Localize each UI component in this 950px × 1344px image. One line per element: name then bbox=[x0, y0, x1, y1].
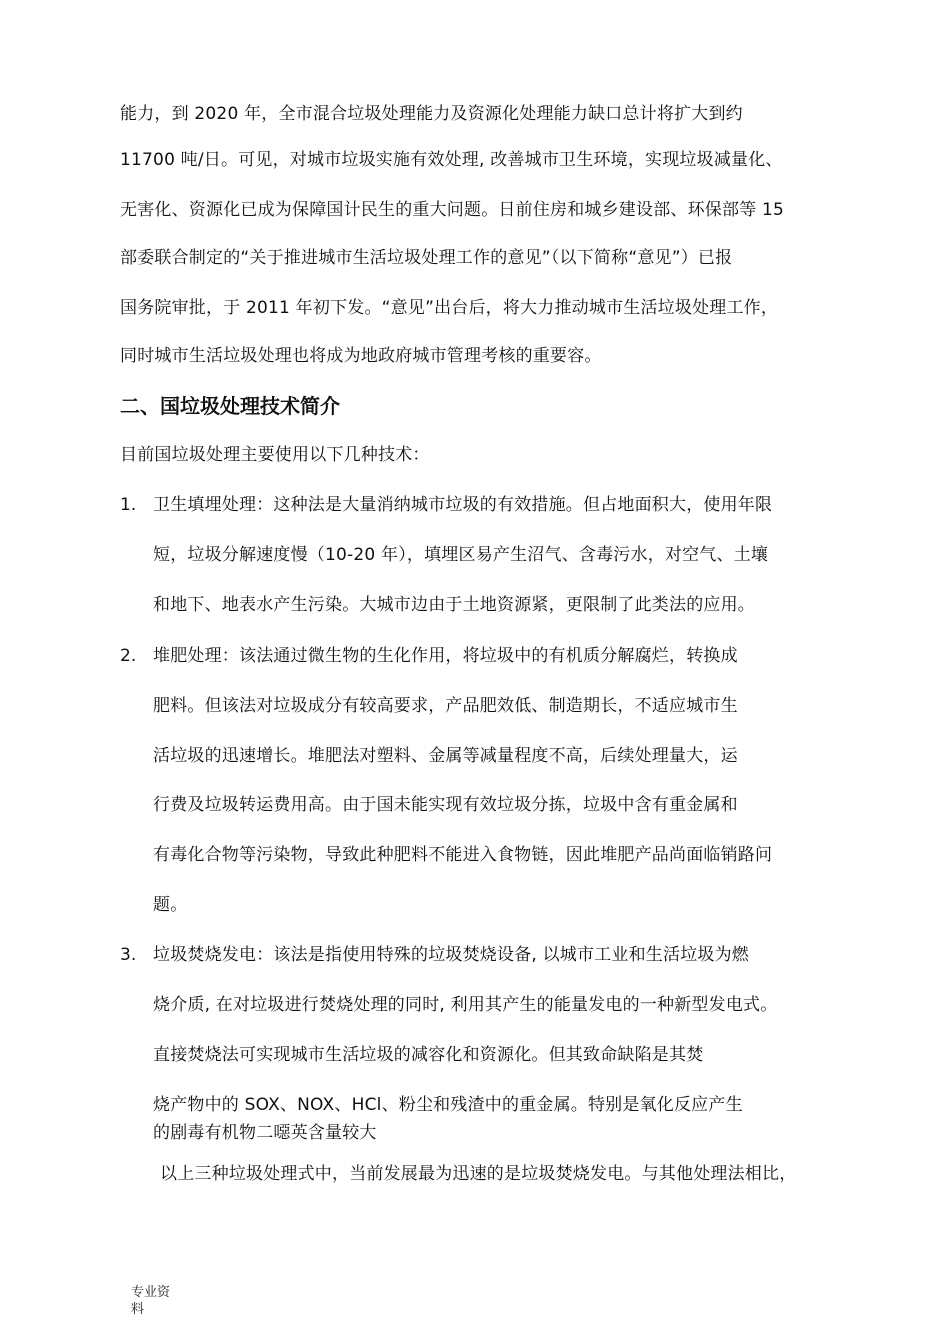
list-item-2-line-5: 有毒化合物等污染物，导致此种肥料不能进入食物链，因此堆肥产品尚面临销路问 bbox=[153, 845, 773, 865]
list-item-2-line-2: 肥料。但该法对垃圾成分有较高要求，产品肥效低、制造期长，不适应城市生 bbox=[153, 696, 738, 716]
footer-label-line-1: 专业资 bbox=[131, 1285, 171, 1300]
intro-line-3: 无害化、资源化已成为保障国计民生的重大问题。日前住房和城乡建设部、环保部等 15 bbox=[120, 200, 785, 220]
intro-line-2: 11700 吨/日。可见，对城市垃圾实施有效处理, 改善城市卫生环境，实现垃圾减量化、 bbox=[120, 150, 783, 170]
list-item-3-line-4: 烧产物中的 SOX、NOX、HCl、粉尘和残渣中的重金属。特别是氧化反应产生 bbox=[153, 1095, 743, 1115]
footer-label-line-2: 料 bbox=[131, 1302, 145, 1317]
list-item-3-line-2: 烧介质, 在对垃圾进行焚烧处理的同时, 利用其产生的能量发电的一种新型发电式。 bbox=[153, 995, 778, 1015]
section-heading: 二、国垃圾处理技术简介 bbox=[120, 394, 340, 418]
list-item-2-line-1: 堆肥处理：该法通过微生物的生化作用，将垃圾中的有机质分解腐烂，转换成 bbox=[153, 646, 738, 666]
list-item-2-line-3: 活垃圾的迅速增长。堆肥法对塑料、金属等减量程度不高，后续处理量大，运 bbox=[153, 746, 738, 766]
list-item-1-line-1: 卫生填埋处理：这种法是大量消纳城市垃圾的有效措施。但占地面积大，使用年限 bbox=[153, 495, 773, 515]
list-item-1-line-3: 和地下、地表水产生污染。大城市边由于土地资源紧，更限制了此类法的应用。 bbox=[153, 595, 755, 615]
list-item-3-number: 3. bbox=[120, 945, 137, 965]
section-lead: 目前国垃圾处理主要使用以下几种技术： bbox=[120, 445, 430, 465]
footer-label bbox=[131, 1284, 170, 1318]
list-item-3-line-3: 直接焚烧法可实现城市生活垃圾的减容化和资源化。但其致命缺陷是其焚 bbox=[153, 1045, 704, 1065]
list-item-3-line-5: 的剧毒有机物二噁英含量较大 bbox=[153, 1123, 377, 1143]
intro-line-1: 能力，到 2020 年，全市混合垃圾处理能力及资源化处理能力缺口总计将扩大到约 bbox=[120, 104, 743, 124]
intro-line-6: 同时城市生活垃圾处理也将成为地政府城市管理考核的重要容。 bbox=[120, 346, 602, 366]
list-item-2-number: 2. bbox=[120, 646, 137, 666]
intro-line-4: 部委联合制定的“关于推进城市生活垃圾处理工作的意见”（以下简称“意见”）已报 bbox=[120, 248, 733, 268]
list-item-2-line-4: 行费及垃圾转运费用高。由于国未能实现有效垃圾分拣，垃圾中含有重金属和 bbox=[153, 795, 738, 815]
intro-line-5: 国务院审批，于 2011 年初下发。“意见”出台后，将大力推动城市生活垃圾处理工作， bbox=[120, 298, 779, 318]
list-item-3-line-1: 垃圾焚烧发电：该法是指使用特殊的垃圾焚烧设备, 以城市工业和生活垃圾为燃 bbox=[153, 945, 750, 965]
closing-line: 以上三种垃圾处理式中，当前发展最为迅速的是垃圾焚烧发电。与其他处理法相比， bbox=[160, 1164, 797, 1184]
list-item-1-number: 1. bbox=[120, 495, 137, 515]
list-item-2-line-6: 题。 bbox=[153, 895, 188, 915]
list-item-1-line-2: 短，垃圾分解速度慢（10-20 年），填埋区易产生沼气、含毒污水，对空气、土壤 bbox=[153, 545, 769, 565]
